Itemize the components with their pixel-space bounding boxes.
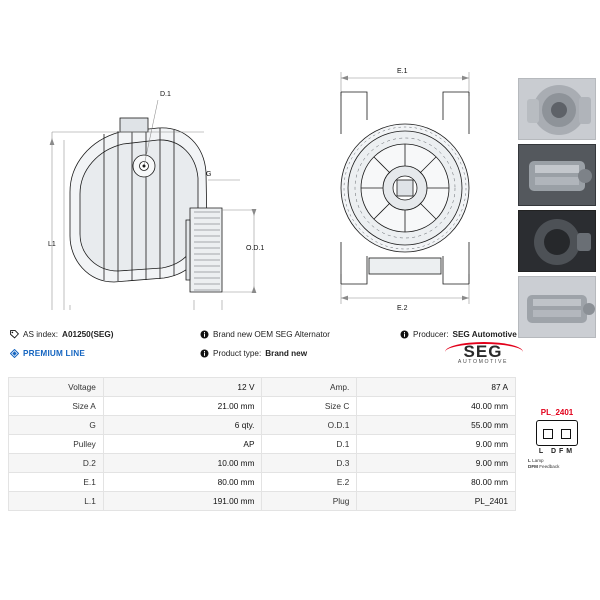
- tag-icon: [10, 330, 19, 339]
- spec-label: Pulley: [9, 435, 104, 454]
- premium-line-label: PREMIUM LINE: [23, 349, 85, 358]
- spec-label: D.2: [9, 454, 104, 473]
- spec-label: E.2: [262, 473, 357, 492]
- spec-value: 21.00 mm: [103, 397, 262, 416]
- spec-value: 87 A: [357, 378, 516, 397]
- spec-value: 10.00 mm: [103, 454, 262, 473]
- label-e1: E.1: [397, 68, 408, 75]
- plug-legend: [522, 458, 592, 470]
- diamond-icon: [10, 349, 19, 358]
- spec-value: 6 qty.: [103, 416, 262, 435]
- plug-pins: L DFM: [538, 448, 576, 455]
- producer-info: [400, 330, 590, 339]
- label-e2: E.2: [397, 305, 408, 310]
- spec-value: 9.00 mm: [357, 435, 516, 454]
- spec-table: [8, 377, 516, 511]
- info-circle-icon: [200, 330, 209, 339]
- spec-label: Plug: [262, 492, 357, 511]
- spec-label: D.3: [262, 454, 357, 473]
- spec-label: G: [9, 416, 104, 435]
- brand-info: [200, 330, 400, 339]
- seg-logo: [440, 344, 526, 372]
- plug-diagram: [522, 408, 592, 470]
- as-index-value: A01250(SEG): [62, 330, 114, 339]
- spec-label: D.1: [262, 435, 357, 454]
- spec-label: L.1: [9, 492, 104, 511]
- product-photo-3[interactable]: [518, 210, 596, 272]
- spec-value: PL_2401: [357, 492, 516, 511]
- spec-value: 40.00 mm: [357, 397, 516, 416]
- spec-value: 80.00 mm: [357, 473, 516, 492]
- product-photo-1[interactable]: [518, 78, 596, 140]
- premium-line: [10, 349, 200, 358]
- label-g: G: [206, 171, 212, 178]
- brand-text: Brand new OEM SEG Alternator: [213, 330, 330, 339]
- table-row: [9, 435, 516, 454]
- spec-label: Size A: [9, 397, 104, 416]
- plug-legend-val-1: Lamp: [532, 458, 544, 463]
- producer-circle-icon: [400, 330, 409, 339]
- plug-title: PL_2401: [540, 408, 574, 417]
- side-view-svg: [8, 60, 298, 310]
- spec-value: 191.00 mm: [103, 492, 262, 511]
- plug-connector-icon: [536, 420, 578, 446]
- table-row: [9, 473, 516, 492]
- table-row: [9, 378, 516, 397]
- drawing-side-view: [8, 60, 298, 310]
- as-index: [10, 330, 200, 339]
- info-row-1: [0, 325, 600, 344]
- plug-legend-val-2: Feedback: [539, 464, 560, 469]
- producer-value: SEG Automotive: [452, 330, 517, 339]
- product-photo-2[interactable]: [518, 144, 596, 206]
- plug-legend-key-2: DFM: [528, 464, 538, 469]
- spec-label: Voltage: [9, 378, 104, 397]
- product-photo-strip: [518, 78, 596, 342]
- spec-label: E.1: [9, 473, 104, 492]
- label-l1-vert: L1: [48, 241, 56, 248]
- spec-label: Amp.: [262, 378, 357, 397]
- spec-value: 12 V: [103, 378, 262, 397]
- plug-legend-key-1: L: [528, 458, 531, 463]
- label-od1: O.D.1: [246, 245, 265, 252]
- spec-value: AP: [103, 435, 262, 454]
- spec-label: O.D.1: [262, 416, 357, 435]
- plug-legend-row-2: [528, 464, 592, 470]
- drawing-front-view: [305, 60, 505, 310]
- seg-logo-word: SEG: [463, 342, 503, 361]
- table-row: [9, 454, 516, 473]
- product-type: [200, 349, 400, 358]
- product-type-circle-icon: [200, 349, 209, 358]
- label-d1: D.1: [160, 91, 171, 98]
- table-row: [9, 397, 516, 416]
- as-index-label: AS index:: [23, 330, 59, 339]
- seg-logo-sub: AUTOMOTIVE: [457, 359, 509, 365]
- product-type-value: Brand new: [265, 349, 308, 358]
- spec-value: 80.00 mm: [103, 473, 262, 492]
- product-type-label: Product type:: [213, 349, 262, 358]
- producer-label: Producer:: [413, 330, 449, 339]
- spec-label: Size C: [262, 397, 357, 416]
- table-row: [9, 492, 516, 511]
- spec-table-body: [9, 378, 516, 511]
- front-view-svg: [305, 60, 505, 310]
- table-row: [9, 416, 516, 435]
- spec-value: 9.00 mm: [357, 454, 516, 473]
- spec-value: 55.00 mm: [357, 416, 516, 435]
